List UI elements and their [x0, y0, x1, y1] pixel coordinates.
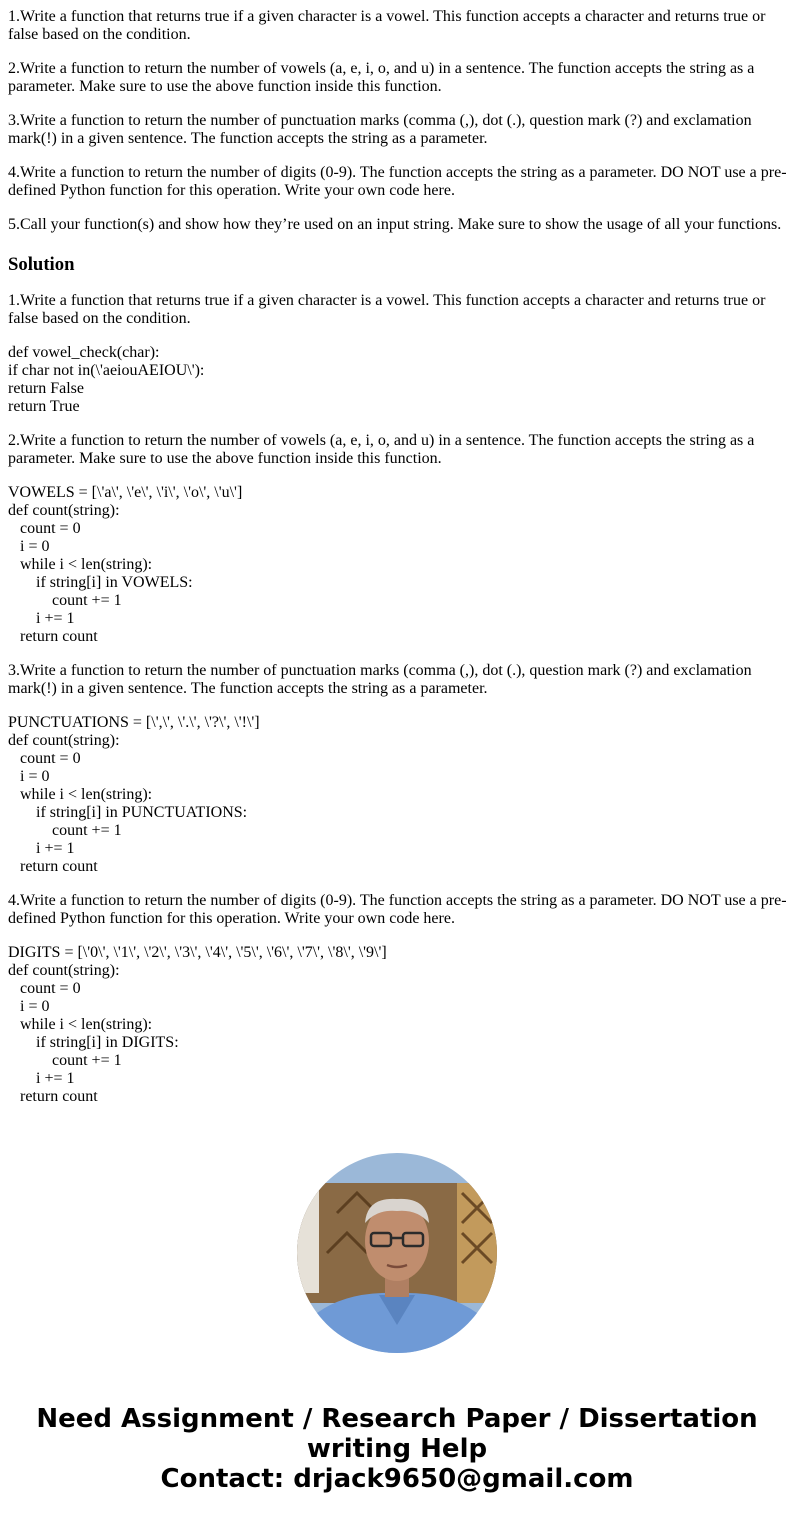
code-line: i += 1 [8, 840, 75, 857]
solution-heading: Solution [8, 254, 75, 275]
author-portrait-icon [297, 1153, 497, 1353]
contact-email: Contact: drjack9650@gmail.com [160, 1464, 634, 1494]
code-line: count += 1 [8, 592, 122, 609]
code-line: i += 1 [8, 610, 75, 627]
footer-line-1: Need Assignment / Research Paper / Dissertation [36, 1404, 758, 1434]
code-line: def count(string): [8, 502, 120, 519]
code-block [8, 344, 788, 416]
question-paragraph: 2.Write a function to return the number of vowels (a, e, i, o, and u) in a sentence. The function accepts the string as a parameter. Make sure to use the above function inside this function. [8, 60, 755, 95]
code-line: i = 0 [8, 538, 50, 555]
code-line: return count [8, 858, 98, 875]
code-line: count += 1 [8, 822, 122, 839]
solution-question: 3.Write a function to return the number of punctuation marks (comma (,), dot (.), question mark (?) and exclamation mark(!) in a given sentence. The function accepts the string as a parameter. [8, 662, 752, 697]
code-line: i = 0 [8, 768, 50, 785]
code-line: if char not in(\'aeiouAEIOU\'): [8, 362, 205, 379]
solution-list [8, 292, 788, 1106]
code-line: VOWELS = [\'a\', \'e\', \'i\', \'o\', \'u\'] [8, 484, 243, 501]
solution-question: 4.Write a function to return the number of digits (0-9). The function accepts the string as a parameter. DO NOT use a pre-defined Python function for this operation. Write your own code here. [8, 892, 787, 927]
code-line: def count(string): [8, 732, 120, 749]
code-line: return True [8, 398, 80, 415]
question-paragraph: 4.Write a function to return the number of digits (0-9). The function accepts the string as a parameter. DO NOT use a pre-defined Python function for this operation. Write your own code here. [8, 164, 787, 199]
question-paragraph: 3.Write a function to return the number of punctuation marks (comma (,), dot (.), question mark (?) and exclamation mark(!) in a given sentence. The function accepts the string as a parameter. [8, 112, 752, 147]
question-list [8, 8, 788, 234]
code-line: count += 1 [8, 1052, 122, 1069]
code-line: i += 1 [8, 1070, 75, 1087]
code-block [8, 484, 788, 646]
solution-question: 1.Write a function that returns true if a given character is a vowel. This function accepts a character and returns true or false based on the condition. [8, 292, 766, 327]
author-photo [297, 1153, 497, 1353]
code-line: while i < len(string): [8, 1016, 153, 1033]
question-paragraph: 5.Call your function(s) and show how they’re used on an input string. Make sure to show the usage of all your functions. [8, 216, 782, 233]
code-line: if string[i] in PUNCTUATIONS: [8, 804, 248, 821]
code-line: return count [8, 1088, 98, 1105]
code-line: def count(string): [8, 962, 120, 979]
code-line: DIGITS = [\'0\', \'1\', \'2\', \'3\', \'4\', \'5\', \'6\', \'7\', \'8\', \'9\'] [8, 944, 387, 961]
code-line: PUNCTUATIONS = [\',\', \'.\', \'?\', \'!\'] [8, 714, 260, 731]
footer-line-2: writing Help [306, 1434, 488, 1464]
code-line: if string[i] in VOWELS: [8, 574, 193, 591]
code-line: i = 0 [8, 998, 50, 1015]
code-line: count = 0 [8, 750, 81, 767]
code-line: while i < len(string): [8, 556, 153, 573]
code-line: count = 0 [8, 520, 81, 537]
code-block [8, 714, 788, 876]
code-line: return count [8, 628, 98, 645]
code-block [8, 944, 788, 1106]
code-line: return False [8, 380, 84, 397]
contact-banner [0, 1404, 794, 1494]
code-line: def vowel_check(char): [8, 344, 160, 361]
code-line: while i < len(string): [8, 786, 153, 803]
document-body [8, 0, 788, 1106]
solution-question: 2.Write a function to return the number of vowels (a, e, i, o, and u) in a sentence. The function accepts the string as a parameter. Make sure to use the above function inside this function. [8, 432, 755, 467]
code-line: if string[i] in DIGITS: [8, 1034, 179, 1051]
code-line: count = 0 [8, 980, 81, 997]
question-paragraph: 1.Write a function that returns true if a given character is a vowel. This function accepts a character and returns true or false based on the condition. [8, 8, 766, 43]
